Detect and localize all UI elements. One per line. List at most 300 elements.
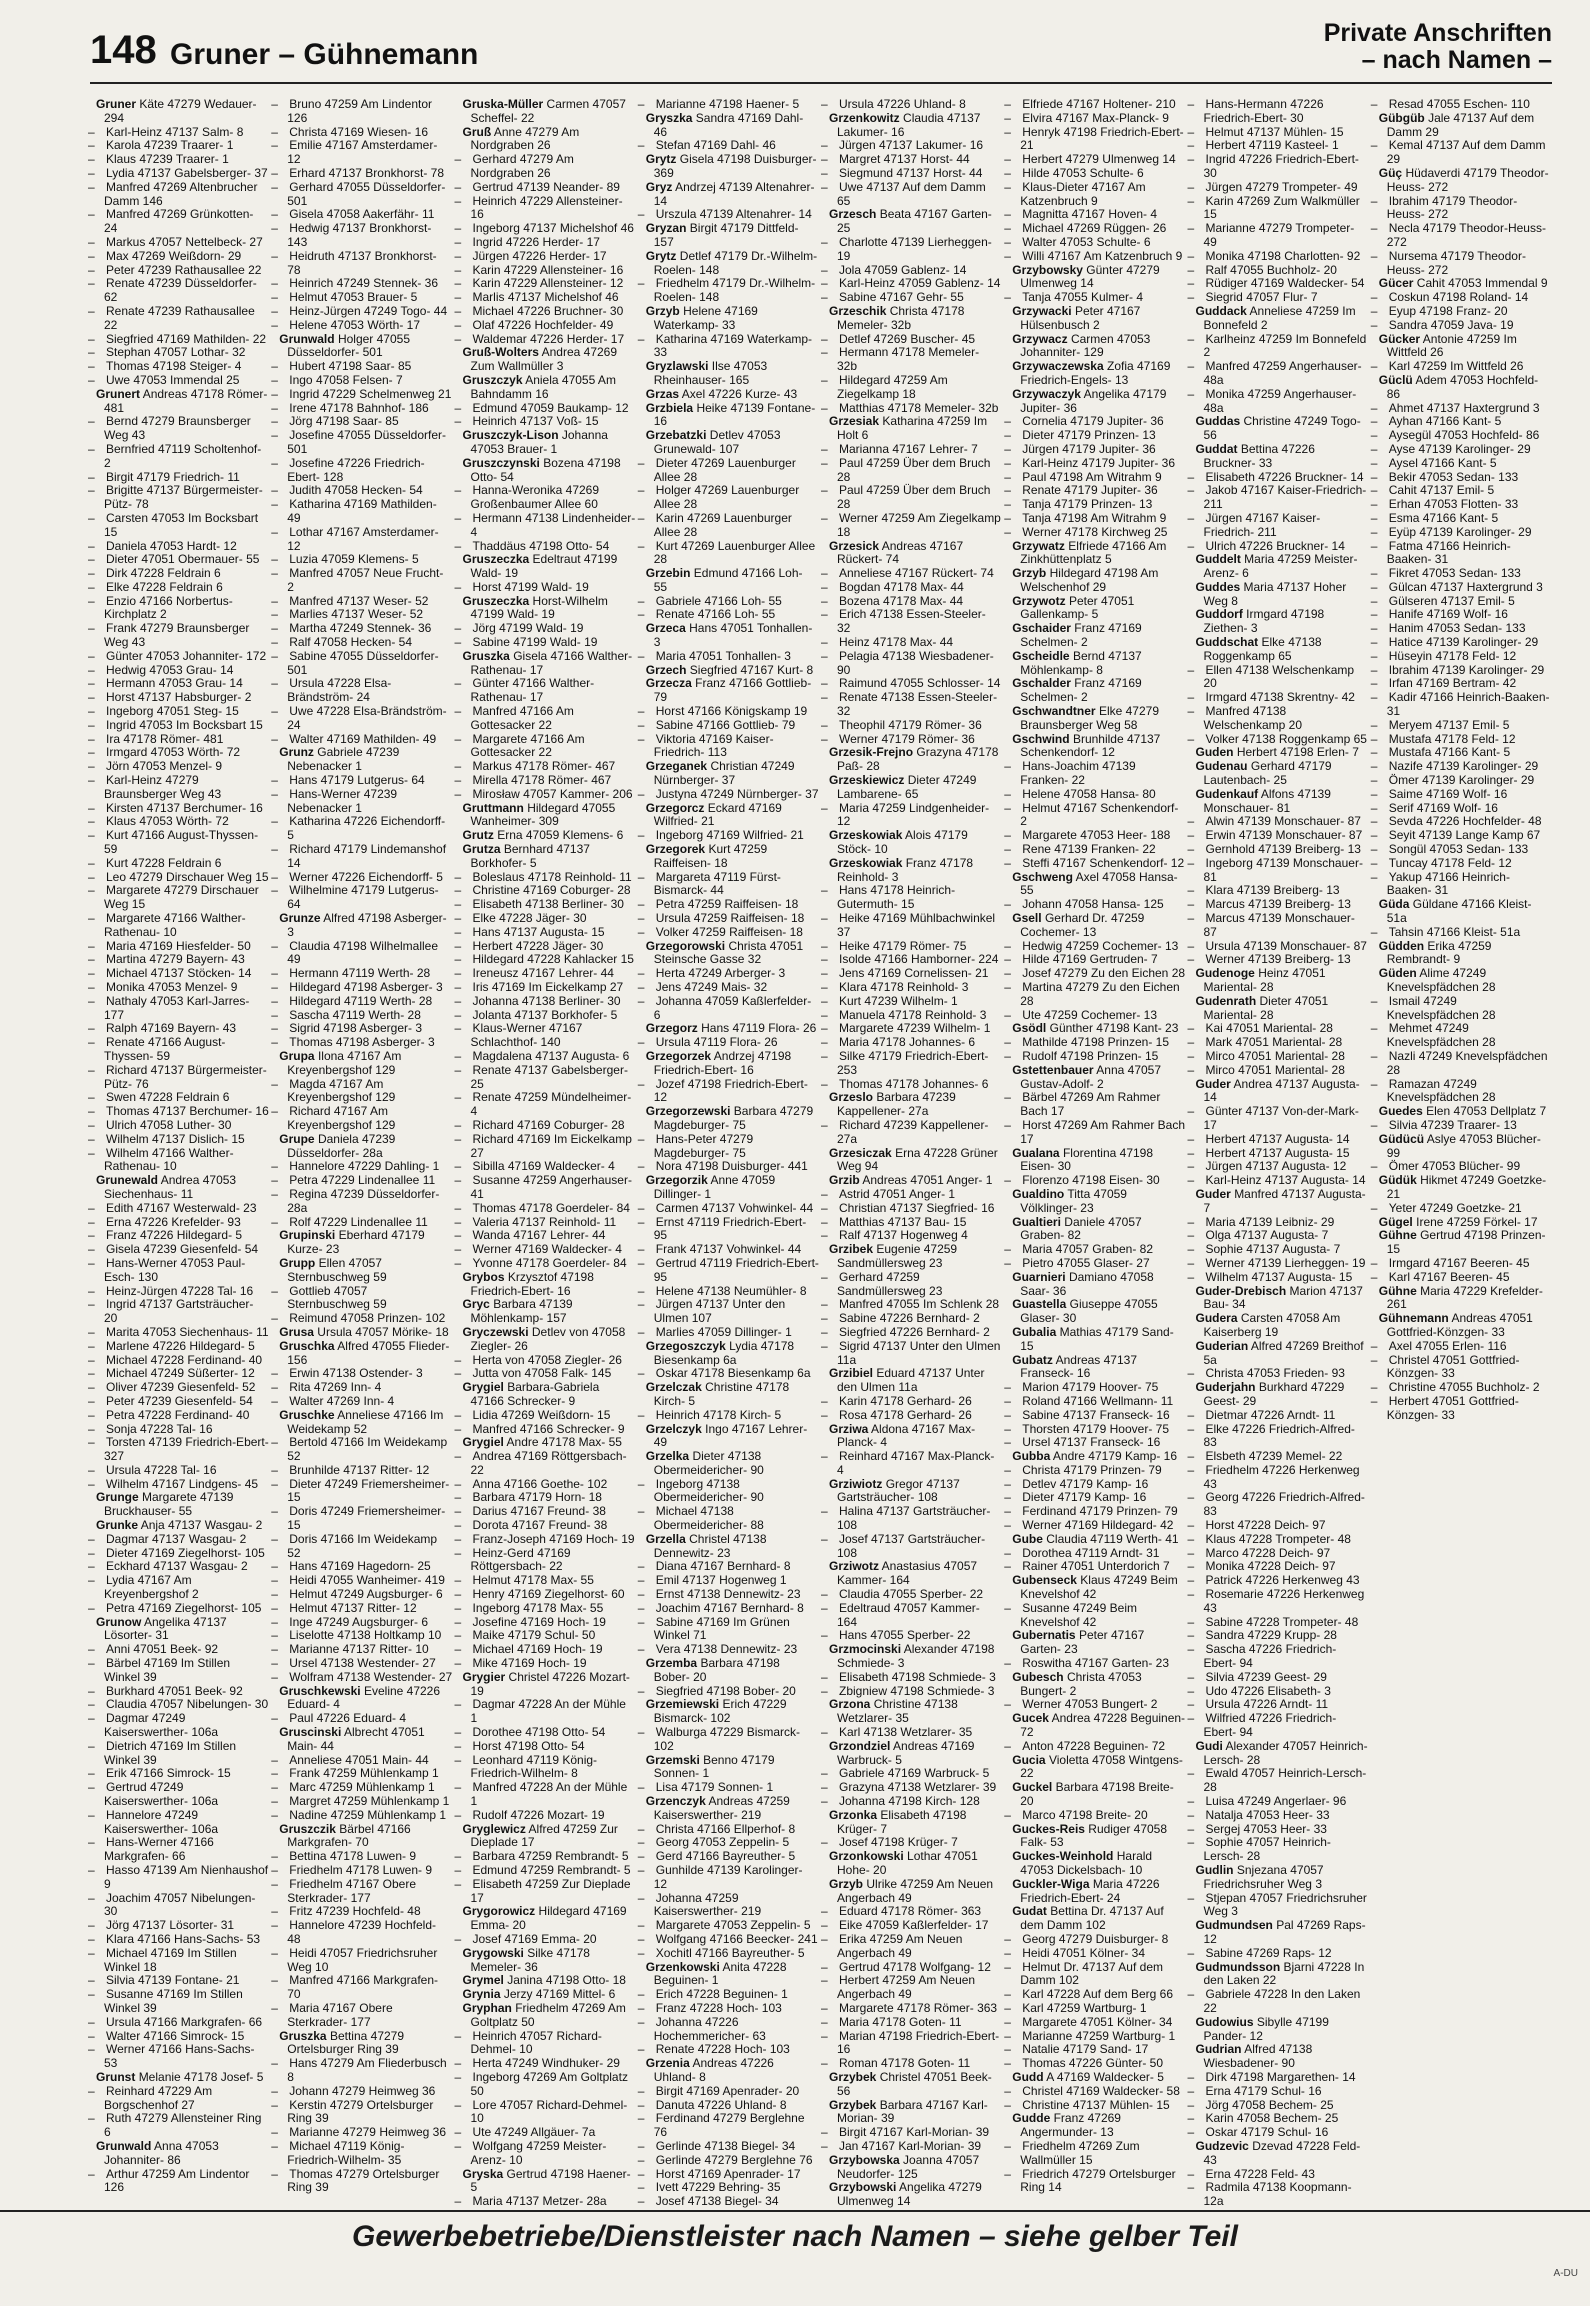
- entry-dash: –: [88, 234, 95, 249]
- entry-dash: –: [454, 966, 462, 981]
- entry-dash: –: [454, 1242, 462, 1257]
- directory-entry: [821, 1531, 1002, 1561]
- directory-entry: [271, 1876, 452, 1906]
- directory-entry: [271, 2138, 452, 2168]
- directory-entry: [637, 538, 819, 568]
- entry-text: Erich 47228 Beguinen- 1: [655, 1987, 788, 2002]
- entry-dash: –: [1187, 276, 1195, 291]
- entry-dash: –: [454, 2069, 462, 2084]
- entry-dash: –: [454, 1228, 462, 1243]
- entry-dash: –: [637, 1918, 645, 1933]
- directory-entry: [829, 1740, 1002, 1768]
- entry-dash: –: [88, 1987, 95, 2002]
- entry-dash: –: [271, 179, 278, 194]
- entry-dash: –: [454, 538, 462, 553]
- entry-text: Martina 47279 Zu den Eichen 28: [1020, 980, 1180, 1008]
- entry-dash: –: [1004, 786, 1011, 801]
- entry-surname: Grzesiczak: [829, 1145, 892, 1160]
- directory-entry: [1004, 234, 1185, 250]
- entry-dash: –: [271, 455, 278, 470]
- directory-entry: [88, 1283, 269, 1299]
- entry-text: Hans-Werner 47166 Markgrafen- 66: [104, 1835, 214, 1864]
- directory-entry: [271, 1711, 452, 1726]
- directory-entry: [271, 648, 452, 678]
- entry-dash: –: [454, 179, 462, 194]
- entry-surname: Gryphan: [462, 2000, 512, 2015]
- entry-dash: –: [454, 1366, 462, 1381]
- directory-entry: [646, 250, 819, 278]
- entry-dash: –: [271, 2097, 278, 2112]
- entry-dash: –: [1004, 124, 1011, 139]
- entry-text: Sabine 47167 Gehr- 55: [839, 290, 964, 305]
- entry-text: Magdalena 47137 Augusta- 6: [472, 1048, 630, 1063]
- entry-dash: –: [1187, 842, 1195, 857]
- directory-entry: [1196, 2016, 1369, 2044]
- entry-dash: –: [1187, 828, 1195, 843]
- entry-dash: –: [821, 97, 828, 111]
- entry-dash: –: [271, 704, 278, 719]
- directory-entry: [1012, 595, 1185, 623]
- entry-dash: –: [271, 1849, 278, 1864]
- directory-entry: [1004, 441, 1185, 457]
- entry-dash: –: [1187, 1683, 1195, 1698]
- entry-text: Renate 47239 Rathausallee 22: [104, 303, 255, 332]
- entry-surname: Gühnemann: [1378, 1311, 1449, 1326]
- entry-dash: –: [821, 331, 828, 346]
- entry-text: Heidi 47055 Wanheimer- 419: [289, 1573, 445, 1588]
- directory-entry: [271, 1918, 452, 1947]
- directory-entry: [1004, 1559, 1185, 1574]
- entry-text: Ursula 47228 Tal- 16: [106, 1462, 217, 1477]
- directory-entry: [821, 800, 1002, 830]
- directory-entry: [1187, 1131, 1369, 1147]
- directory-entry: [1004, 2097, 1185, 2113]
- entry-text: Bettina 47279 Ortelsburger Ring 39: [287, 2028, 405, 2057]
- entry-dash: –: [1370, 428, 1378, 443]
- directory-entry: [454, 579, 636, 595]
- entry-text: Bärbel 47169 Im Stillen Winkel 39: [104, 1656, 231, 1684]
- entry-text: Silvia 47239 Traarer- 13: [1388, 1117, 1517, 1132]
- directory-entry: [454, 1048, 636, 1064]
- entry-surname: Grzesch: [829, 207, 877, 222]
- entry-dash: –: [271, 1311, 278, 1326]
- entry-dash: –: [454, 262, 462, 277]
- entry-text: Horst 47269 Am Rahmer Bach 17: [1020, 1117, 1185, 1146]
- entry-dash: –: [1004, 1380, 1011, 1395]
- entry-dash: –: [271, 1186, 278, 1201]
- directory-entry: [1196, 305, 1369, 333]
- entry-text: Klara 47178 Reinhold- 3: [839, 980, 969, 994]
- directory-entry: [271, 1435, 452, 1464]
- entry-text: Petra 47228 Ferdinand- 40: [106, 1407, 250, 1422]
- entry-text: Johanna 47226 Hochemmericher- 63: [653, 2014, 766, 2043]
- entry-dash: –: [271, 290, 278, 305]
- directory-entry: [271, 1656, 452, 1671]
- directory-entry: [279, 1685, 452, 1713]
- entry-text: Marlene 47226 Hildegard- 5: [106, 1338, 255, 1353]
- directory-entry: [271, 1587, 452, 1602]
- entry-dash: –: [637, 1849, 645, 1864]
- entry-text: Christine 47055 Buchholz- 2: [1388, 1380, 1540, 1395]
- entry-dash: –: [637, 966, 645, 981]
- entry-dash: –: [1187, 883, 1195, 898]
- entry-text: Gerhard Dr. 47259 Cochemer- 13: [1020, 911, 1145, 939]
- directory-entry: [88, 621, 269, 650]
- entry-surname: Grzegorz: [645, 1021, 698, 1036]
- entry-dash: –: [821, 938, 828, 953]
- entry-dash: –: [88, 1021, 95, 1036]
- entry-dash: –: [1370, 607, 1378, 622]
- directory-entry: [88, 1683, 269, 1699]
- entry-text: Doris 47166 Im Weidekamp 52: [287, 1531, 438, 1560]
- entry-dash: –: [454, 993, 462, 1008]
- entry-text: Manfred 47166 Schrecker- 9: [472, 1421, 625, 1436]
- entry-text: Zofia 47169 Friedrich-Engels- 13: [1020, 359, 1171, 387]
- entry-dash: –: [1004, 234, 1011, 249]
- entry-dash: –: [637, 207, 645, 222]
- entry-dash: –: [1004, 221, 1011, 236]
- directory-entry: [1187, 276, 1369, 291]
- entry-dash: –: [637, 1035, 645, 1050]
- entry-text: Detlef 47179 Dr.-Wilhelm-Roelen- 148: [653, 248, 818, 277]
- directory-entry: [821, 179, 1002, 209]
- entry-text: Gisela 47239 Giesenfeld- 54: [106, 1242, 259, 1257]
- directory-entry: [1187, 221, 1369, 250]
- directory-entry: [821, 1393, 1002, 1409]
- directory-entry: [637, 717, 819, 733]
- entry-text: Günter 47166 Walther-Rathenau- 17: [470, 676, 595, 705]
- entry-dash: –: [1004, 524, 1011, 539]
- entry-surname: Grunge: [96, 1490, 139, 1505]
- entry-dash: –: [454, 704, 462, 719]
- entry-text: Silvia 47139 Fontane- 21: [106, 1973, 240, 1988]
- entry-surname: Gudzevic: [1195, 2138, 1249, 2153]
- entry-text: Franz 47166 Gottlieb- 79: [653, 676, 812, 705]
- entry-text: Käte 47279 Wedauer- 294: [104, 97, 257, 125]
- entry-text: Ralf 47055 Buchholz- 20: [1205, 262, 1337, 277]
- entry-text: Kurt 47259 Raiffeisen- 18: [653, 842, 768, 870]
- directory-entry: [1012, 1064, 1185, 1092]
- entry-text: Herta 47249 Windhuker- 29: [472, 2056, 620, 2071]
- directory-entry: [88, 1104, 269, 1119]
- directory-entry: [271, 1462, 452, 1478]
- entry-dash: –: [88, 690, 95, 705]
- entry-text: Elisabeth 47259 Zur Dieplade 17: [470, 1876, 631, 1905]
- directory-entry: [1187, 938, 1369, 954]
- entry-dash: –: [821, 1007, 828, 1022]
- directory-entry: [1379, 940, 1552, 968]
- directory-entry: [1187, 1945, 1369, 1961]
- entry-text: Ute 47259 Cochemer- 13: [1022, 1007, 1157, 1022]
- directory-entry: [1370, 221, 1552, 250]
- entry-text: Melanie 47178 Josef- 5: [138, 2069, 264, 2084]
- entry-text: Susanne 47169 Im Stillen Winkel 39: [104, 1987, 243, 2015]
- directory-entry: [279, 333, 452, 361]
- directory-entry: [821, 1669, 1002, 1685]
- entry-dash: –: [637, 1780, 645, 1795]
- directory-entry: [88, 179, 269, 209]
- directory-entry: [1004, 1007, 1185, 1023]
- entry-dash: –: [88, 1890, 95, 1905]
- directory-entry: [1004, 179, 1185, 209]
- directory-entry: [1187, 2125, 1369, 2140]
- entry-dash: –: [271, 497, 278, 512]
- entry-text: Gabriele 47239 Nebenacker 1: [287, 745, 400, 774]
- entry-text: Jens 47249 Mais- 32: [655, 980, 768, 994]
- entry-text: Elisabeth 47198 Krüger- 7: [837, 1807, 967, 1836]
- entry-text: Werner 47169 Waldecker- 4: [472, 1242, 622, 1257]
- entry-dash: –: [637, 1407, 645, 1422]
- directory-entry: [829, 1147, 1002, 1175]
- entry-dash: –: [88, 469, 95, 484]
- directory-entry: [454, 262, 636, 278]
- entry-dash: –: [1187, 2097, 1195, 2112]
- entry-dash: –: [88, 938, 95, 953]
- directory-entry: [1004, 1518, 1185, 1533]
- entry-dash: –: [1187, 1697, 1195, 1712]
- directory-entry: [821, 635, 1002, 650]
- entry-text: Susanne 47259 Angerhauser- 41: [470, 1173, 632, 1201]
- entry-text: Roman 47178 Goten- 11: [839, 2056, 971, 2071]
- entry-text: Horst-Wilhelm 47199 Wald- 19: [470, 593, 608, 622]
- entry-dash: –: [1187, 510, 1195, 525]
- entry-text: A 47169 Waldecker- 5: [1046, 2069, 1164, 2084]
- entry-dash: –: [821, 1669, 828, 1684]
- entry-dash: –: [88, 1407, 95, 1422]
- entry-text: Nadine 47259 Mühlenkamp 1: [289, 1807, 447, 1822]
- directory-entry: [821, 1048, 1002, 1078]
- entry-dash: –: [271, 2125, 278, 2140]
- entry-text: Andrea 47169 Röttgersbach- 22: [470, 1449, 627, 1477]
- directory-entry: [271, 1311, 452, 1326]
- entry-surname: Gsödl: [1012, 1021, 1047, 1036]
- entry-dash: –: [88, 345, 95, 360]
- entry-surname: Guarnieri: [1012, 1269, 1066, 1284]
- entry-surname: Gudde: [1012, 2111, 1051, 2126]
- directory-entry: [637, 1159, 819, 1174]
- entry-surname: Grunze: [279, 911, 321, 926]
- directory-entry: [1004, 221, 1185, 236]
- entry-dash: –: [88, 1104, 95, 1119]
- entry-text: Gertrud 47198 Prinzen- 15: [1386, 1228, 1546, 1257]
- entry-text: Florenzo 47198 Eisen- 30: [1022, 1173, 1160, 1188]
- entry-text: Hikmet 47249 Goetzke- 21: [1386, 1173, 1547, 1201]
- entry-surname: Gruszeczka: [462, 593, 530, 608]
- directory-entry: [637, 2194, 819, 2209]
- directory-entry: [1187, 331, 1369, 361]
- entry-text: Barbara 47239 Kappellener- 27a: [837, 1090, 956, 1119]
- entry-surname: Gruscinski: [279, 1725, 342, 1740]
- directory-entry: [829, 305, 1002, 333]
- entry-text: Sabine 47228 Trompeter- 48: [1205, 1614, 1359, 1629]
- directory-entry: [454, 1117, 636, 1133]
- directory-entry: [646, 1381, 819, 1409]
- directory-entry: [88, 331, 269, 347]
- entry-text: Manfred 47055 Im Schlenk 28: [839, 1297, 1000, 1312]
- entry-text: Olga 47137 Augusta- 7: [1205, 1228, 1329, 1243]
- entry-dash: –: [454, 2028, 462, 2043]
- directory-entry: [821, 1228, 1002, 1243]
- entry-dash: –: [1370, 1048, 1378, 1063]
- directory-entry: [637, 1683, 819, 1699]
- entry-surname: Gruszeczka: [462, 552, 530, 567]
- directory-entry: [821, 262, 1002, 278]
- entry-dash: –: [271, 248, 278, 263]
- directory-entry: [454, 1021, 636, 1050]
- entry-dash: –: [821, 1931, 828, 1946]
- entry-surname: Grzbiela: [645, 400, 694, 415]
- entry-text: Walter 47269 Inn- 4: [289, 1393, 395, 1408]
- directory-entry: [646, 664, 819, 678]
- entry-text: Erich 47229 Bismarck- 102: [653, 1697, 787, 1726]
- entry-text: Erik 47166 Simrock- 15: [106, 1766, 231, 1781]
- directory-entry: [88, 1462, 269, 1478]
- directory-entry: [829, 1878, 1002, 1906]
- entry-dash: –: [454, 1807, 462, 1822]
- entry-dash: –: [637, 2000, 645, 2015]
- entry-text: Jörg 47198 Saar- 85: [289, 414, 399, 429]
- entry-dash: –: [1004, 1407, 1011, 1422]
- entry-text: Inge 47249 Augsburger- 6: [289, 1614, 429, 1629]
- section-title: [1324, 20, 1552, 74]
- entry-text: Edmund 47166 Loh- 55: [653, 566, 803, 594]
- entry-dash: –: [1004, 510, 1011, 525]
- entry-dash: –: [88, 441, 95, 456]
- entry-surname: Grzib: [829, 1173, 860, 1188]
- entry-dash: –: [821, 2028, 828, 2043]
- entry-text: Detlef 47269 Buscher- 45: [839, 331, 976, 346]
- directory-entry: [821, 441, 1002, 457]
- directory-entry: [454, 993, 636, 1009]
- entry-text: Barbara 47259 Rembrandt- 5: [472, 1849, 629, 1864]
- entry-text: Marianna 47167 Lehrer- 7: [839, 441, 978, 456]
- entry-dash: –: [454, 400, 462, 415]
- entry-text: Necla 47179 Theodor-Heuss- 272: [1386, 221, 1546, 249]
- directory-entry: [1004, 1504, 1185, 1519]
- directory-entry: [1187, 1145, 1369, 1161]
- directory-entry: [88, 1255, 269, 1285]
- entry-dash: –: [1370, 621, 1378, 636]
- entry-dash: –: [1187, 1173, 1195, 1188]
- entry-text: Christa 47179 Prinzen- 79: [1022, 1462, 1162, 1477]
- directory-entry: [271, 593, 452, 609]
- entry-text: Beata 47167 Garten- 25: [837, 207, 992, 236]
- entry-text: Ute 47249 Allgäuer- 7a: [472, 2125, 596, 2140]
- entry-text: Carsten 47053 Im Bocksbart 15: [104, 510, 259, 539]
- entry-surname: Grygiel: [462, 1435, 504, 1450]
- entry-dash: –: [637, 1987, 645, 2002]
- entry-text: Gerhard 47179 Lautenbach- 25: [1203, 759, 1332, 788]
- entry-text: Gabriele 47169 Warbruck- 5: [839, 1766, 990, 1781]
- entry-dash: –: [454, 759, 462, 774]
- entry-text: Manfred 47166 Markgrafen- 70: [287, 1973, 438, 2002]
- entry-text: Heike 47169 Mühlbachwinkel 37: [837, 911, 996, 939]
- entry-dash: –: [1370, 1393, 1378, 1408]
- entry-text: Maria 47259 Meister-Arenz- 6: [1203, 552, 1358, 581]
- entry-dash: –: [637, 1297, 645, 1312]
- entry-dash: –: [88, 1338, 95, 1353]
- entry-dash: –: [88, 2083, 95, 2098]
- entry-text: Bernd 47279 Braunsberger Weg 43: [104, 414, 251, 443]
- entry-text: Erwin 47139 Monschauer- 87: [1205, 828, 1363, 843]
- entry-text: Lisa 47179 Sonnen- 1: [655, 1780, 774, 1795]
- entry-surname: Gubatz: [1012, 1352, 1053, 1367]
- entry-text: Radmila 47138 Koopmann- 12a: [1203, 2180, 1352, 2209]
- directory-entry: [88, 303, 269, 333]
- directory-entry: [637, 331, 819, 361]
- entry-text: Eckhard 47137 Wasgau- 2: [106, 1559, 248, 1574]
- entry-dash: –: [1004, 290, 1011, 305]
- entry-text: Sabine 47055 Düsseldorfer- 501: [287, 648, 439, 677]
- directory-entry: [271, 1380, 452, 1395]
- directory-entry: [637, 2166, 819, 2182]
- entry-surname: Grzelczyk: [645, 1421, 702, 1436]
- entry-dash: –: [271, 1587, 278, 1602]
- entry-surname: Gruschka: [279, 1338, 335, 1353]
- entry-dash: –: [271, 1780, 278, 1795]
- directory-entry: [1196, 1740, 1369, 1768]
- entry-text: Anna 47053 Johanniter- 86: [104, 2138, 219, 2167]
- entry-surname: Grziwa: [829, 1421, 869, 1436]
- entry-surname: Guedes: [1378, 1104, 1423, 1119]
- directory-entry: [88, 483, 269, 512]
- entry-text: Anne 47279 Am Nordgraben 26: [470, 124, 580, 153]
- directory-entry: [279, 1133, 452, 1161]
- directory-entry: [454, 1007, 636, 1023]
- entry-dash: –: [1187, 386, 1195, 401]
- entry-dash: –: [1187, 814, 1195, 829]
- directory-entry: [1379, 1216, 1552, 1230]
- entry-text: Volker 47138 Roggenkamp 65: [1205, 731, 1367, 746]
- entry-text: Leo 47279 Dirschauer Weg 15: [106, 869, 269, 884]
- entry-dash: –: [821, 1973, 828, 1988]
- entry-surname: Gudenoge: [1195, 966, 1255, 981]
- entry-dash: –: [454, 1117, 462, 1132]
- entry-text: Margarete 47053 Zeppelin- 5: [655, 1918, 811, 1933]
- entry-dash: –: [821, 2014, 828, 2029]
- directory-entry: [454, 1931, 636, 1947]
- entry-dash: –: [1004, 2083, 1011, 2098]
- entry-text: Werner 47139 Breiberg- 13: [1205, 952, 1351, 967]
- directory-entry: [1012, 1450, 1185, 1464]
- entry-text: Alois 47179 Stöck- 10: [837, 828, 968, 857]
- entry-dash: –: [1370, 538, 1378, 553]
- entry-text: Nora 47198 Duisburger- 441: [655, 1159, 808, 1174]
- directory-entry: [454, 911, 636, 926]
- directory-entry: [1379, 1133, 1552, 1161]
- directory-entry: [454, 234, 636, 250]
- entry-surname: Grzegorzewski: [645, 1104, 731, 1119]
- directory-entry: [454, 2069, 636, 2099]
- entry-text: Anna 47057 Gustav-Adolf- 2: [1020, 1062, 1162, 1091]
- directory-entry: [1012, 1147, 1185, 1175]
- directory-entry: [1196, 1381, 1369, 1409]
- entry-dash: –: [1187, 690, 1195, 705]
- entry-text: Eyüp 47139 Karolinger- 29: [1388, 524, 1532, 539]
- entry-text: Pelagia 47138 Wiesbadener- 90: [837, 648, 994, 677]
- directory-entry: [1370, 662, 1552, 678]
- directory-entry: [463, 346, 636, 374]
- entry-dash: –: [1370, 662, 1378, 677]
- entry-dash: –: [454, 869, 462, 884]
- entry-text: Mustafa 47178 Feld- 12: [1388, 731, 1516, 746]
- directory-entry: [271, 400, 452, 416]
- directory-entry: [454, 635, 636, 650]
- entry-text: Gertrud 47119 Friedrich-Ebert- 95: [653, 1255, 819, 1284]
- directory-entry: [88, 1863, 269, 1892]
- entry-dash: –: [821, 262, 828, 277]
- entry-text: Dieter 47051 Obermauer- 55: [106, 552, 260, 567]
